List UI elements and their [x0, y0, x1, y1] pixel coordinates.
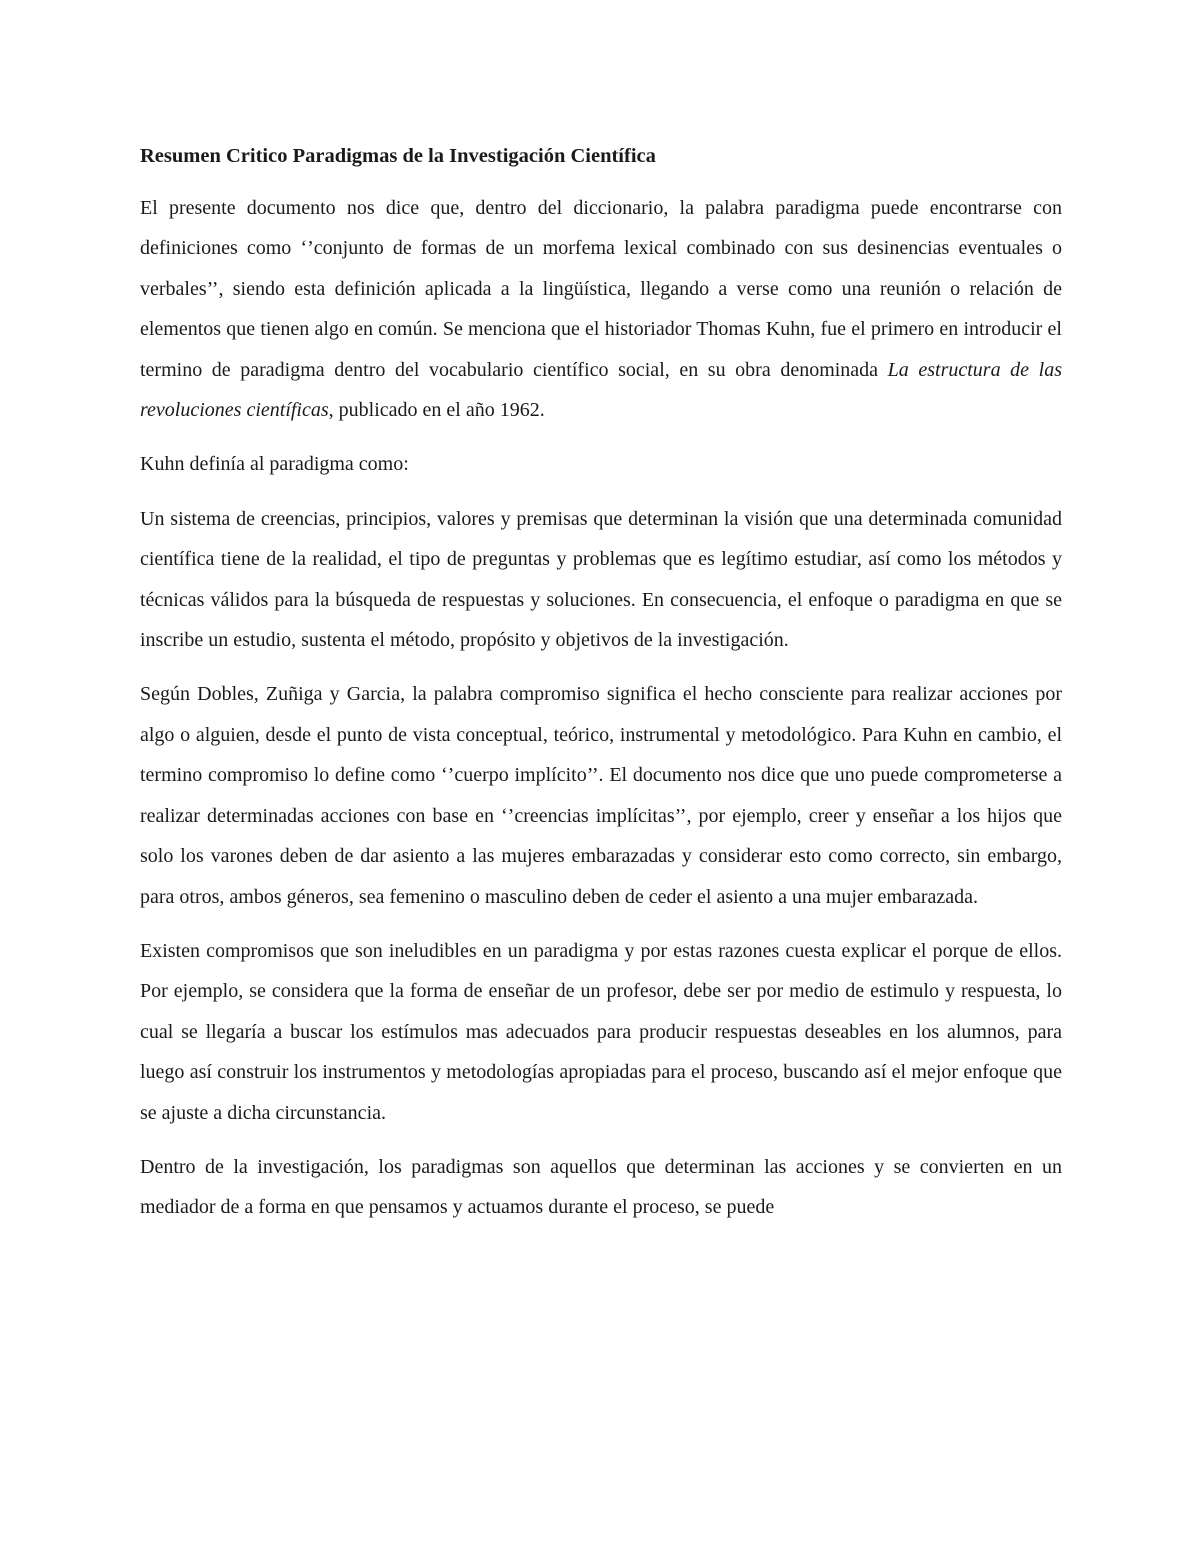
- paragraph-intro-text: El presente documento nos dice que, dentro del diccionario, la palabra paradigma puede encontrarse con definiciones como ‘’conjunto de formas de un morfema lexical combinado con sus desinencias eventuales o verbales’’, siendo esta definición aplicada a la lingüística, llegando a verse como una reunión o relación de elementos que tienen algo en común. Se menciona que el historiador Thomas Kuhn, fue el primero en introducir el termino de paradigma dentro del vocabulario científico social, en su obra denominada: [140, 197, 1062, 381]
- paragraph-intro-tail: , publicado en el año 1962.: [328, 399, 545, 422]
- paragraph-intro: [140, 188, 1062, 430]
- paragraph-compromiso: Según Dobles, Zuñiga y Garcia, la palabra compromiso significa el hecho consciente para realizar acciones por algo o alguien, desde el punto de vista conceptual, teórico, instrumental y metodológico. Para Kuhn en cambio, el termino compromiso lo define como ‘’cuerpo implícito’’. El documento nos dice que uno puede comprometerse a realizar determinadas acciones con base en ‘’creencias implícitas’’, por ejemplo, creer y enseñar a los hijos que solo los varones deben de dar asiento a las mujeres embarazadas y considerar esto como correcto, sin embargo, para otros, ambos géneros, sea femenino o masculino deben de ceder el asiento a una mujer embarazada.: [140, 683, 1062, 908]
- paragraph-compromisos-ineludibles: Existen compromisos que son ineludibles en un paradigma y por estas razones cuesta explicar el porque de ellos. Por ejemplo, se considera que la forma de enseñar de un profesor, debe ser por medio de estimulo y respuesta, lo cual se llegaría a buscar los estímulos mas adecuados para producir respuestas deseables en los alumnos, para luego así construir los instrumentos y metodologías apropiadas para el proceso, buscando así el mejor enfoque que se ajuste a dicha circunstancia.: [140, 939, 1062, 1124]
- paragraph-investigacion: Dentro de la investigación, los paradigmas son aquellos que determinan las acciones y se convierten en un mediador de a forma en que pensamos y actuamos durante el proceso, se puede: [140, 1155, 1062, 1219]
- document-body: [140, 136, 1062, 1242]
- paragraph-paradigm-definition: Un sistema de creencias, principios, valores y premisas que determinan la visión que una determinada comunidad científica tiene de la realidad, el tipo de preguntas y problemas que es legítimo estudiar, así como los métodos y técnicas válidos para la búsqueda de respuestas y soluciones. En consecuencia, el enfoque o paradigma en que se inscribe un estudio, sustenta el método, propósito y objetivos de la investigación.: [140, 507, 1062, 652]
- paragraph-kuhn-definition-intro: Kuhn definía al paradigma como:: [140, 453, 409, 476]
- document-title: Resumen Critico Paradigmas de la Investigación Científica: [140, 145, 656, 167]
- book-title: La estructura de las revoluciones científicas: [140, 358, 1062, 422]
